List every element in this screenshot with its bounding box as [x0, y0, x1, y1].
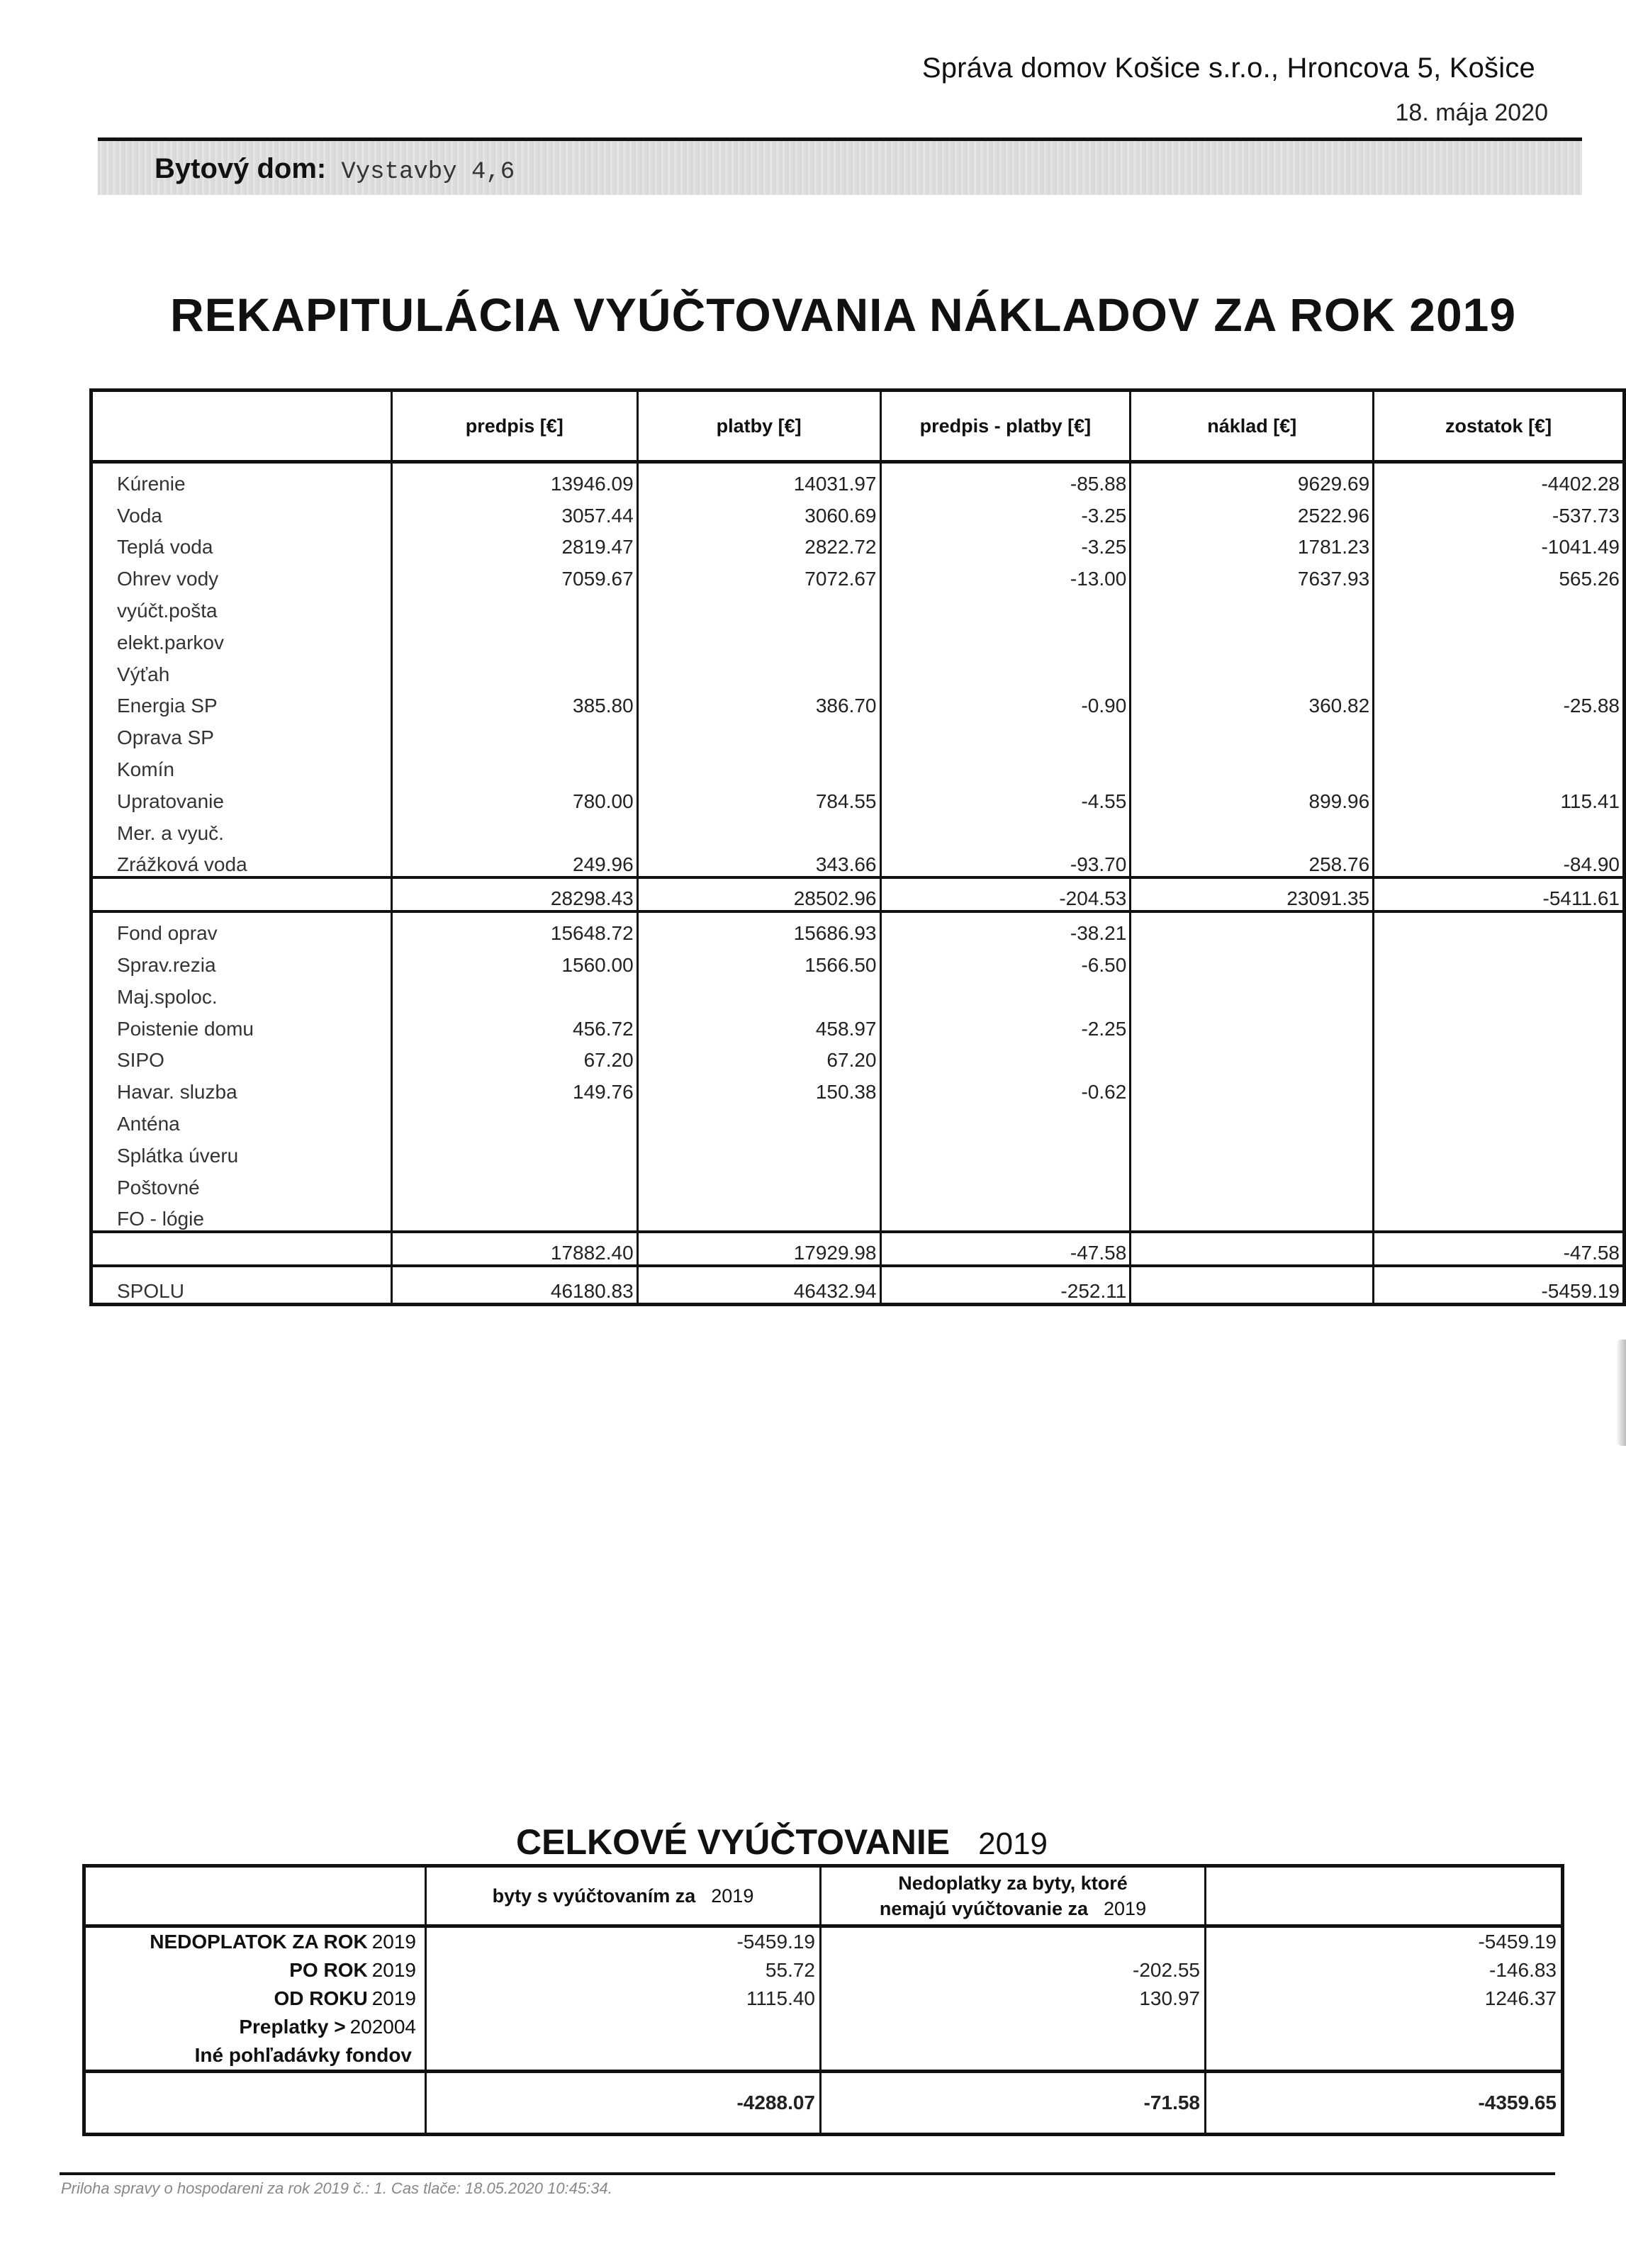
- summary-row: [84, 2013, 1563, 2041]
- cell-platby: [637, 654, 880, 686]
- cell-platby: [637, 749, 880, 781]
- cell-predpis: 1560.00: [391, 945, 637, 977]
- subtotal-row-funds: [91, 1232, 1625, 1266]
- cell-platby: [637, 977, 880, 1009]
- cell-predpis: [391, 1104, 637, 1135]
- cell-platby: 3060.69: [637, 495, 880, 527]
- cell-zostatok: [1374, 977, 1625, 1009]
- cell-platby: 14031.97: [637, 462, 880, 495]
- column-header-platby: platby [€]: [637, 391, 880, 462]
- summary-cell-c2: [821, 1926, 1206, 1957]
- cell-platby: 17929.98: [637, 1232, 880, 1266]
- cell-predpis: 456.72: [391, 1009, 637, 1040]
- row-label: Oprava SP: [117, 726, 214, 749]
- cell-predpis: 7059.67: [391, 558, 637, 590]
- cell-platby: [637, 590, 880, 622]
- row-label: Energia SP: [117, 695, 218, 717]
- table-row: [91, 462, 1625, 495]
- cell-rozdiel: -204.53: [880, 877, 1131, 911]
- summary-cell-c3: [1206, 2041, 1563, 2072]
- column-header-difference: predpis - platby [€]: [880, 391, 1131, 462]
- summary-row-label: [84, 1984, 426, 2013]
- row-label: [91, 877, 392, 911]
- cell-zostatok: [1374, 622, 1625, 654]
- building-value: Vystavby 4,6: [341, 159, 515, 186]
- summary-header-line1: Nedoplatky za byty, ktoré: [898, 1872, 1128, 1894]
- summary-title-year: 2019: [978, 1826, 1048, 1861]
- summary-row-label: [84, 1956, 426, 1984]
- cell-predpis: [391, 1135, 637, 1167]
- table-row: [91, 590, 1625, 622]
- cell-rozdiel: -3.25: [880, 527, 1131, 559]
- cell-predpis: 17882.40: [391, 1232, 637, 1266]
- subtotal-row-utilities: [91, 877, 1625, 911]
- building-label: Bytový dom:: [155, 153, 327, 184]
- cell-zostatok: [1374, 590, 1625, 622]
- row-label: vyúčt.pošta: [117, 599, 218, 622]
- cell-platby: 458.97: [637, 1009, 880, 1040]
- summary-cell-c3: [1206, 2013, 1563, 2041]
- cell-zostatok: [1374, 1072, 1625, 1104]
- row-label: Teplá voda: [117, 536, 213, 558]
- footer-note: Priloha spravy o hospodareni za rok 2019 č.: 1. Cas tlače: 18.05.2020 10:45:34.: [61, 2179, 612, 2197]
- cell-zostatok: [1374, 911, 1625, 945]
- table-row: [91, 558, 1625, 590]
- cell-naklad: [1131, 654, 1374, 686]
- cell-naklad: 23091.35: [1131, 877, 1374, 911]
- summary-row-label-year: 2019: [371, 1987, 416, 2009]
- cell-rozdiel: -85.88: [880, 462, 1131, 495]
- cell-naklad: 2522.96: [1131, 495, 1374, 527]
- table-row: [91, 1104, 1625, 1135]
- cell-rozdiel: -3.25: [880, 495, 1131, 527]
- table-row: [91, 1009, 1625, 1040]
- cell-rozdiel: -13.00: [880, 558, 1131, 590]
- cell-rozdiel: -4.55: [880, 781, 1131, 813]
- cell-naklad: [1131, 1266, 1374, 1305]
- cell-rozdiel: [880, 1040, 1131, 1072]
- cell-predpis: [391, 1167, 637, 1199]
- cell-naklad: [1131, 749, 1374, 781]
- cell-zostatok: -47.58: [1374, 1232, 1625, 1266]
- summary-cell-c3: -146.83: [1206, 1956, 1563, 1984]
- cell-predpis: [391, 654, 637, 686]
- summary-row: [84, 1984, 1563, 2013]
- cell-platby: [637, 1135, 880, 1167]
- cell-zostatok: [1374, 749, 1625, 781]
- cell-platby: 386.70: [637, 686, 880, 718]
- cell-naklad: 1781.23: [1131, 527, 1374, 559]
- summary-header-with-billing: [426, 1866, 821, 1926]
- cell-naklad: [1131, 1072, 1374, 1104]
- cell-rozdiel: [880, 1104, 1131, 1135]
- cell-predpis: 149.76: [391, 1072, 637, 1104]
- footer-divider: [60, 2172, 1555, 2175]
- cell-naklad: [1131, 1199, 1374, 1233]
- cell-naklad: [1131, 717, 1374, 749]
- cell-predpis: [391, 749, 637, 781]
- recap-table: [89, 388, 1626, 1306]
- summary-table: [82, 1864, 1564, 2136]
- row-label: Komín: [117, 758, 174, 780]
- cell-rozdiel: -252.11: [880, 1266, 1131, 1305]
- table-row: [91, 749, 1625, 781]
- cell-naklad: [1131, 977, 1374, 1009]
- building-info: [155, 153, 515, 186]
- row-label: Mer. a vyuč.: [117, 821, 224, 844]
- cell-zostatok: 565.26: [1374, 558, 1625, 590]
- cell-zostatok: [1374, 1104, 1625, 1135]
- cell-predpis: 2819.47: [391, 527, 637, 559]
- table-row: [91, 1040, 1625, 1072]
- cell-naklad: [1131, 1135, 1374, 1167]
- table-row: [91, 1199, 1625, 1233]
- cell-naklad: 899.96: [1131, 781, 1374, 813]
- cell-rozdiel: -93.70: [880, 845, 1131, 878]
- cell-rozdiel: [880, 1199, 1131, 1233]
- cell-naklad: 7637.93: [1131, 558, 1374, 590]
- summary-row-label-text: Preplatky >: [239, 2016, 346, 2038]
- cell-predpis: 13946.09: [391, 462, 637, 495]
- summary-total-c1: -4288.07: [426, 2072, 821, 2135]
- row-label: Sprav.rezia: [117, 953, 216, 976]
- summary-row-label: [84, 1926, 426, 1957]
- summary-header-row: [84, 1866, 1563, 1926]
- column-header-zostatok: zostatok [€]: [1374, 391, 1625, 462]
- cell-zostatok: -1041.49: [1374, 527, 1625, 559]
- summary-cell-c1: [426, 2041, 821, 2072]
- summary-header-line2: nemajú vyúčtovanie za: [879, 1898, 1089, 1919]
- table-row: [91, 977, 1625, 1009]
- summary-header-without-billing-year: 2019: [1104, 1898, 1147, 1919]
- row-label: FO - lógie: [117, 1208, 204, 1230]
- column-header: [91, 391, 392, 462]
- page-edge-shadow: [1616, 1340, 1626, 1446]
- cell-naklad: [1131, 1232, 1374, 1266]
- row-label: Maj.spoloc.: [117, 985, 218, 1008]
- summary-header-with-billing-text: byty s vyúčtovaním za: [492, 1885, 696, 1907]
- table-row: [91, 622, 1625, 654]
- cell-zostatok: [1374, 1009, 1625, 1040]
- cell-platby: [637, 1104, 880, 1135]
- summary-row-label-year: 2019: [371, 1959, 416, 1981]
- cell-platby: [637, 1167, 880, 1199]
- summary-cell-c1: 55.72: [426, 1956, 821, 1984]
- cell-rozdiel: -47.58: [880, 1232, 1131, 1266]
- cell-predpis: 249.96: [391, 845, 637, 878]
- cell-rozdiel: -0.62: [880, 1072, 1131, 1104]
- cell-zostatok: [1374, 654, 1625, 686]
- row-label: Poistenie domu: [117, 1017, 254, 1040]
- cell-naklad: [1131, 813, 1374, 845]
- cell-zostatok: [1374, 1135, 1625, 1167]
- table-row: [91, 1072, 1625, 1104]
- summary-title-text: CELKOVÉ VYÚČTOVANIE: [516, 1822, 951, 1862]
- cell-zostatok: -25.88: [1374, 686, 1625, 718]
- summary-cell-c1: -5459.19: [426, 1926, 821, 1957]
- cell-predpis: 46180.83: [391, 1266, 637, 1305]
- cell-predpis: 385.80: [391, 686, 637, 718]
- row-label: Splátka úveru: [117, 1144, 239, 1167]
- summary-row-label-year: 202004: [349, 2016, 416, 2038]
- cell-platby: [637, 622, 880, 654]
- document-date: 18. mája 2020: [1395, 99, 1548, 126]
- table-row: [91, 1167, 1625, 1199]
- cell-predpis: 3057.44: [391, 495, 637, 527]
- table-row: [91, 845, 1625, 878]
- cell-zostatok: -5411.61: [1374, 877, 1625, 911]
- cell-predpis: 780.00: [391, 781, 637, 813]
- summary-header-with-billing-year: 2019: [711, 1885, 754, 1907]
- row-label: Ohrev vody: [117, 568, 219, 590]
- cell-naklad: 258.76: [1131, 845, 1374, 878]
- summary-total-c2: -71.58: [821, 2072, 1206, 2135]
- table-row: [91, 945, 1625, 977]
- cell-naklad: 9629.69: [1131, 462, 1374, 495]
- cell-naklad: 360.82: [1131, 686, 1374, 718]
- table-row: [91, 717, 1625, 749]
- column-header-naklad: náklad [€]: [1131, 391, 1374, 462]
- summary-cell-c2: 130.97: [821, 1984, 1206, 2013]
- cell-naklad: [1131, 1040, 1374, 1072]
- cell-predpis: 67.20: [391, 1040, 637, 1072]
- cell-platby: 46432.94: [637, 1266, 880, 1305]
- cell-platby: 150.38: [637, 1072, 880, 1104]
- cell-platby: 784.55: [637, 781, 880, 813]
- row-label: elekt.parkov: [117, 631, 224, 653]
- cell-naklad: [1131, 590, 1374, 622]
- summary-row: [84, 1956, 1563, 1984]
- column-header-predpis: predpis [€]: [391, 391, 637, 462]
- total-row: [91, 1266, 1625, 1305]
- row-label: Poštovné: [117, 1176, 200, 1198]
- cell-zostatok: [1374, 717, 1625, 749]
- company-name: Správa domov Košice s.r.o., Hroncova 5, Košice: [921, 52, 1535, 84]
- table-row: [91, 686, 1625, 718]
- cell-platby: 343.66: [637, 845, 880, 878]
- cell-platby: [637, 813, 880, 845]
- summary-total-c3: -4359.65: [1206, 2072, 1563, 2135]
- cell-zostatok: [1374, 1040, 1625, 1072]
- summary-cell-c1: [426, 2013, 821, 2041]
- table-row: [91, 1135, 1625, 1167]
- summary-total-row: [84, 2072, 1563, 2135]
- cell-zostatok: -537.73: [1374, 495, 1625, 527]
- cell-rozdiel: -2.25: [880, 1009, 1131, 1040]
- summary-header-without-billing: [821, 1866, 1206, 1926]
- cell-zostatok: [1374, 1167, 1625, 1199]
- cell-naklad: [1131, 1167, 1374, 1199]
- cell-predpis: [391, 1199, 637, 1233]
- cell-zostatok: 115.41: [1374, 781, 1625, 813]
- cell-platby: 1566.50: [637, 945, 880, 977]
- cell-zostatok: -84.90: [1374, 845, 1625, 878]
- summary-row-label-text: NEDOPLATOK ZA ROK: [150, 1931, 368, 1953]
- cell-rozdiel: [880, 1167, 1131, 1199]
- summary-row-label: [84, 2013, 426, 2041]
- summary-total-label: [84, 2072, 426, 2135]
- cell-platby: 2822.72: [637, 527, 880, 559]
- summary-title: [516, 1821, 1048, 1863]
- cell-rozdiel: [880, 1135, 1131, 1167]
- cell-platby: [637, 717, 880, 749]
- row-label: Zrážková voda: [117, 853, 247, 876]
- table-row: [91, 495, 1625, 527]
- table-row: [91, 911, 1625, 945]
- cell-naklad: [1131, 945, 1374, 977]
- cell-zostatok: -4402.28: [1374, 462, 1625, 495]
- cell-platby: 28502.96: [637, 877, 880, 911]
- cell-predpis: 15648.72: [391, 911, 637, 945]
- cell-rozdiel: -0.90: [880, 686, 1131, 718]
- cell-rozdiel: [880, 977, 1131, 1009]
- row-label: Anténa: [117, 1112, 180, 1135]
- cell-naklad: [1131, 1009, 1374, 1040]
- cell-zostatok: [1374, 1199, 1625, 1233]
- summary-header-total: [1206, 1866, 1563, 1926]
- table-row: [91, 654, 1625, 686]
- table-row: [91, 813, 1625, 845]
- row-label: Voda: [117, 504, 162, 527]
- row-label: Upratovanie: [117, 790, 224, 812]
- summary-cell-c2: -202.55: [821, 1956, 1206, 1984]
- row-label: Fond oprav: [117, 922, 218, 945]
- row-label: Výťah: [117, 663, 170, 685]
- row-label: Kúrenie: [117, 472, 186, 495]
- cell-predpis: [391, 813, 637, 845]
- cell-naklad: [1131, 911, 1374, 945]
- cell-rozdiel: [880, 590, 1131, 622]
- summary-cell-c1: 1115.40: [426, 1984, 821, 2013]
- table-header-row: [91, 391, 1625, 462]
- summary-cell-c2: [821, 2013, 1206, 2041]
- cell-rozdiel: -6.50: [880, 945, 1131, 977]
- summary-row: [84, 1926, 1563, 1957]
- cell-rozdiel: [880, 717, 1131, 749]
- cell-naklad: [1131, 622, 1374, 654]
- summary-cell-c2: [821, 2041, 1206, 2072]
- summary-cell-c3: -5459.19: [1206, 1926, 1563, 1957]
- cell-rozdiel: [880, 654, 1131, 686]
- cell-zostatok: -5459.19: [1374, 1266, 1625, 1305]
- cell-rozdiel: [880, 622, 1131, 654]
- cell-zostatok: [1374, 945, 1625, 977]
- row-label: Havar. sluzba: [117, 1081, 237, 1104]
- cell-rozdiel: [880, 749, 1131, 781]
- row-label: SPOLU: [91, 1266, 392, 1305]
- cell-predpis: 28298.43: [391, 877, 637, 911]
- cell-rozdiel: -38.21: [880, 911, 1131, 945]
- cell-platby: 67.20: [637, 1040, 880, 1072]
- table-row: [91, 781, 1625, 813]
- summary-row: [84, 2041, 1563, 2072]
- cell-platby: [637, 1199, 880, 1233]
- summary-row-label-text: PO ROK: [289, 1959, 368, 1981]
- row-label: SIPO: [117, 1049, 164, 1072]
- summary-cell-c3: 1246.37: [1206, 1984, 1563, 2013]
- cell-predpis: [391, 622, 637, 654]
- page-title: REKAPITULÁCIA VYÚČTOVANIA NÁKLADOV ZA ROK 2019: [170, 288, 1517, 341]
- cell-predpis: [391, 977, 637, 1009]
- cell-predpis: [391, 717, 637, 749]
- summary-row-label: [84, 2041, 426, 2072]
- table-row: [91, 527, 1625, 559]
- summary-row-label-text: Iné pohľadávky fondov: [194, 2044, 412, 2066]
- cell-rozdiel: [880, 813, 1131, 845]
- summary-row-label-text: OD ROKU: [274, 1987, 368, 2009]
- cell-naklad: [1131, 1104, 1374, 1135]
- row-label: [91, 1232, 392, 1266]
- cell-platby: 7072.67: [637, 558, 880, 590]
- summary-row-label-year: 2019: [371, 1931, 416, 1953]
- summary-header-empty: [84, 1866, 426, 1926]
- cell-zostatok: [1374, 813, 1625, 845]
- cell-predpis: [391, 590, 637, 622]
- cell-platby: 15686.93: [637, 911, 880, 945]
